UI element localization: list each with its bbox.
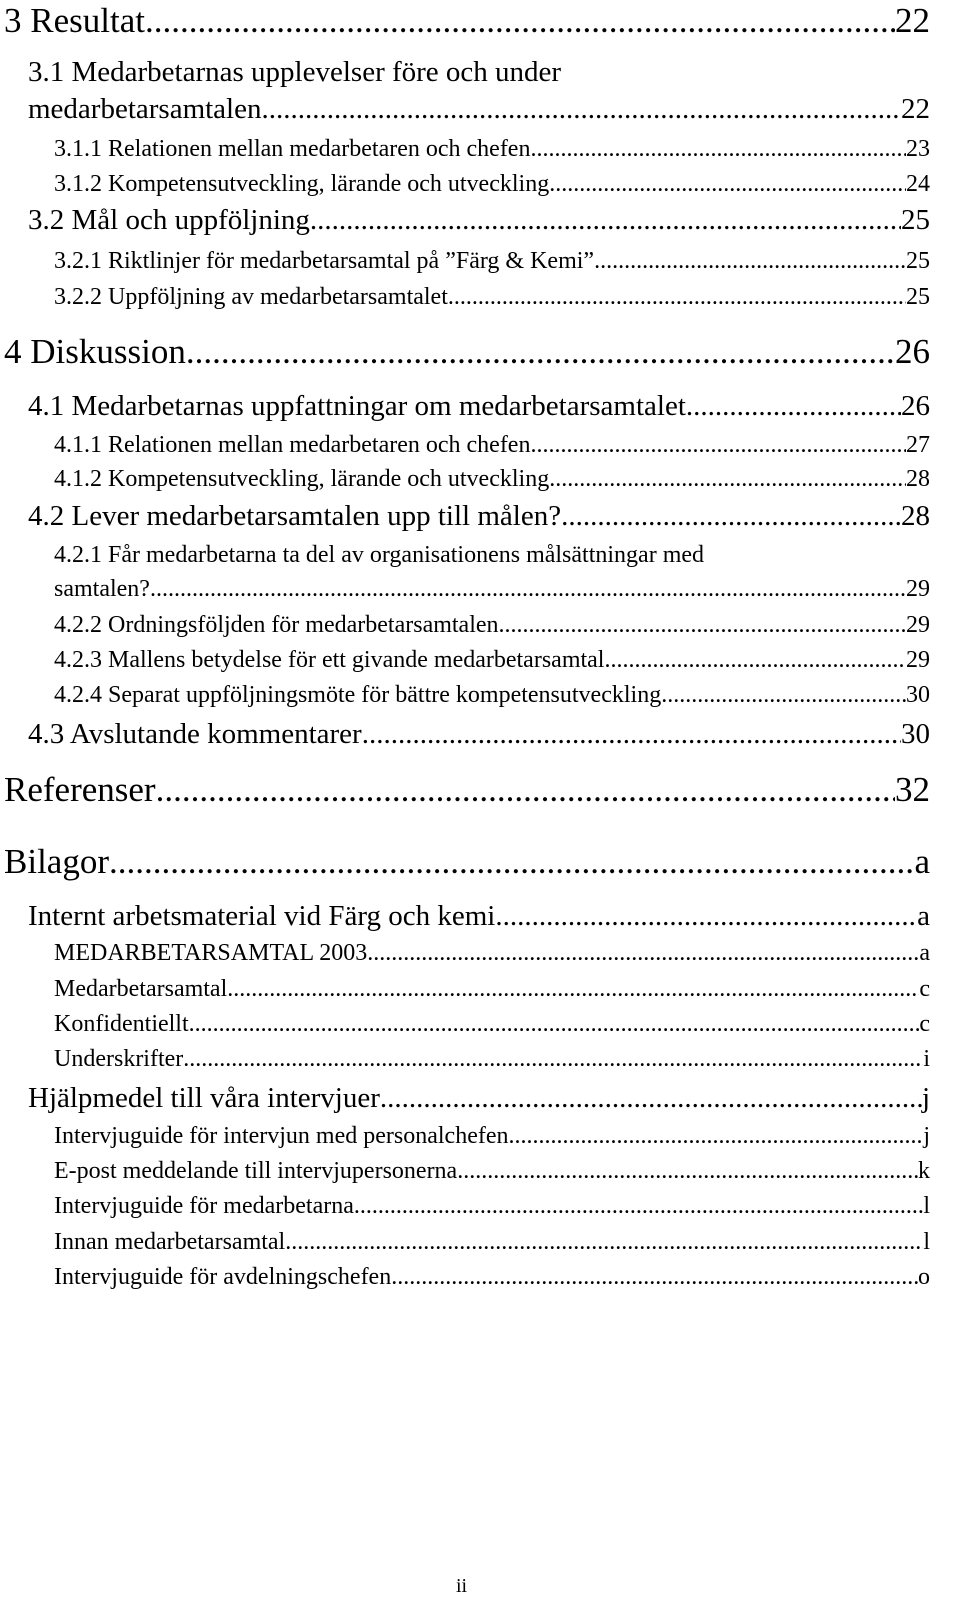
leader-dots xyxy=(561,498,901,534)
leader-dots xyxy=(145,0,895,42)
toc-entry[interactable]: 4.1.2 Kompetensutveckling, lärande och utveckling ..... 28 xyxy=(54,463,930,495)
leader-dots xyxy=(594,245,906,277)
toc-entry[interactable]: 4.1.1 Relationen mellan medarbetaren och chefen ..... 27 xyxy=(54,429,930,461)
toc-entry[interactable]: 4.2.1 Får medarbetarna ta del av organisationens målsättningar med xyxy=(54,542,705,568)
toc-entry[interactable]: Referenser ..... 32 xyxy=(4,769,930,811)
toc-entry[interactable]: MEDARBETARSAMTAL 2003 ..... a xyxy=(54,937,930,969)
toc-entry[interactable]: Medarbetarsamtal ..... c xyxy=(54,973,930,1005)
toc-entry[interactable]: 3.2.1 Riktlinjer för medarbetarsamtal på ”Färg & Kemi” ..... 25 xyxy=(54,245,930,277)
toc-entry[interactable]: 3 Resultat ..... 22 xyxy=(4,0,930,42)
leader-dots xyxy=(285,1226,923,1258)
toc-entry[interactable]: 3.2 Mål och uppföljning ..... 25 xyxy=(28,202,930,238)
toc-entry[interactable]: Hjälpmedel till våra intervjuer ..... j xyxy=(28,1080,930,1116)
toc-entry[interactable]: Internt arbetsmaterial vid Färg och kemi ..... a xyxy=(28,898,930,934)
page-number: ii xyxy=(456,1575,468,1597)
toc-entry[interactable]: 4.1 Medarbetarnas uppfattningar om medarbetarsamtalet ..... 26 xyxy=(28,388,930,424)
leader-dots xyxy=(604,644,906,676)
toc-entry[interactable]: Bilagor ..... a xyxy=(4,841,930,883)
leader-dots xyxy=(549,168,906,200)
toc-entry[interactable]: 3.1 Medarbetarnas upplevelser före och under xyxy=(28,56,562,88)
toc-entry[interactable]: Underskrifter ..... i xyxy=(54,1043,930,1075)
toc-entry[interactable]: 4.2.4 Separat uppföljningsmöte för bättre kompetensutveckling ..... 30 xyxy=(54,679,930,711)
toc-entry[interactable]: E-post meddelande till intervjupersonerna ..... k xyxy=(54,1155,930,1187)
leader-dots xyxy=(354,1190,923,1222)
toc-entry[interactable]: 3.1.1 Relationen mellan medarbetaren och chefen ..... 23 xyxy=(54,133,930,165)
toc-entry[interactable]: Intervjuguide för avdelningschefen ..... o xyxy=(54,1261,930,1293)
leader-dots xyxy=(509,1120,924,1152)
leader-dots xyxy=(448,281,906,313)
leader-dots xyxy=(150,573,906,605)
toc-entry[interactable]: 4.2.3 Mallens betydelse för ett givande medarbetarsamtal ..... 29 xyxy=(54,644,930,676)
leader-dots xyxy=(310,202,901,238)
leader-dots xyxy=(367,937,919,969)
leader-dots xyxy=(109,841,914,883)
leader-dots xyxy=(227,973,919,1005)
leader-dots xyxy=(686,388,901,424)
toc-entry[interactable]: 4 Diskussion ..... 26 xyxy=(4,331,930,373)
leader-dots xyxy=(362,716,901,752)
leader-dots xyxy=(262,91,902,127)
leader-dots xyxy=(661,679,906,711)
leader-dots xyxy=(530,429,906,461)
toc-entry[interactable]: medarbetarsamtalen ..... 22 xyxy=(28,91,930,127)
toc-entry[interactable]: Intervjuguide för intervjun med personalchefen ..... j xyxy=(54,1120,930,1152)
toc-entry[interactable]: Konfidentiellt ..... c xyxy=(54,1008,930,1040)
leader-dots xyxy=(189,1008,920,1040)
leader-dots xyxy=(380,1080,922,1116)
leader-dots xyxy=(457,1155,918,1187)
toc-entry[interactable]: 4.2.2 Ordningsföljden för medarbetarsamtalen ..... 29 xyxy=(54,609,930,641)
leader-dots xyxy=(495,898,917,934)
leader-dots xyxy=(530,133,906,165)
toc-entry[interactable]: Intervjuguide för medarbetarna ..... l xyxy=(54,1190,930,1222)
leader-dots xyxy=(391,1261,918,1293)
leader-dots xyxy=(186,331,895,373)
toc-entry[interactable]: samtalen? ..... 29 xyxy=(54,573,930,605)
leader-dots xyxy=(156,769,895,811)
toc-entry[interactable]: 4.3 Avslutande kommentarer ..... 30 xyxy=(28,716,930,752)
toc-entry[interactable]: 3.2.2 Uppföljning av medarbetarsamtalet ..... 25 xyxy=(54,281,930,313)
toc-entry[interactable]: 3.1.2 Kompetensutveckling, lärande och utveckling ..... 24 xyxy=(54,168,930,200)
leader-dots xyxy=(183,1043,923,1075)
toc-entry[interactable]: 4.2 Lever medarbetarsamtalen upp till målen? ..... 28 xyxy=(28,498,930,534)
toc-entry[interactable]: Innan medarbetarsamtal ..... l xyxy=(54,1226,930,1258)
leader-dots xyxy=(549,463,906,495)
leader-dots xyxy=(499,609,906,641)
